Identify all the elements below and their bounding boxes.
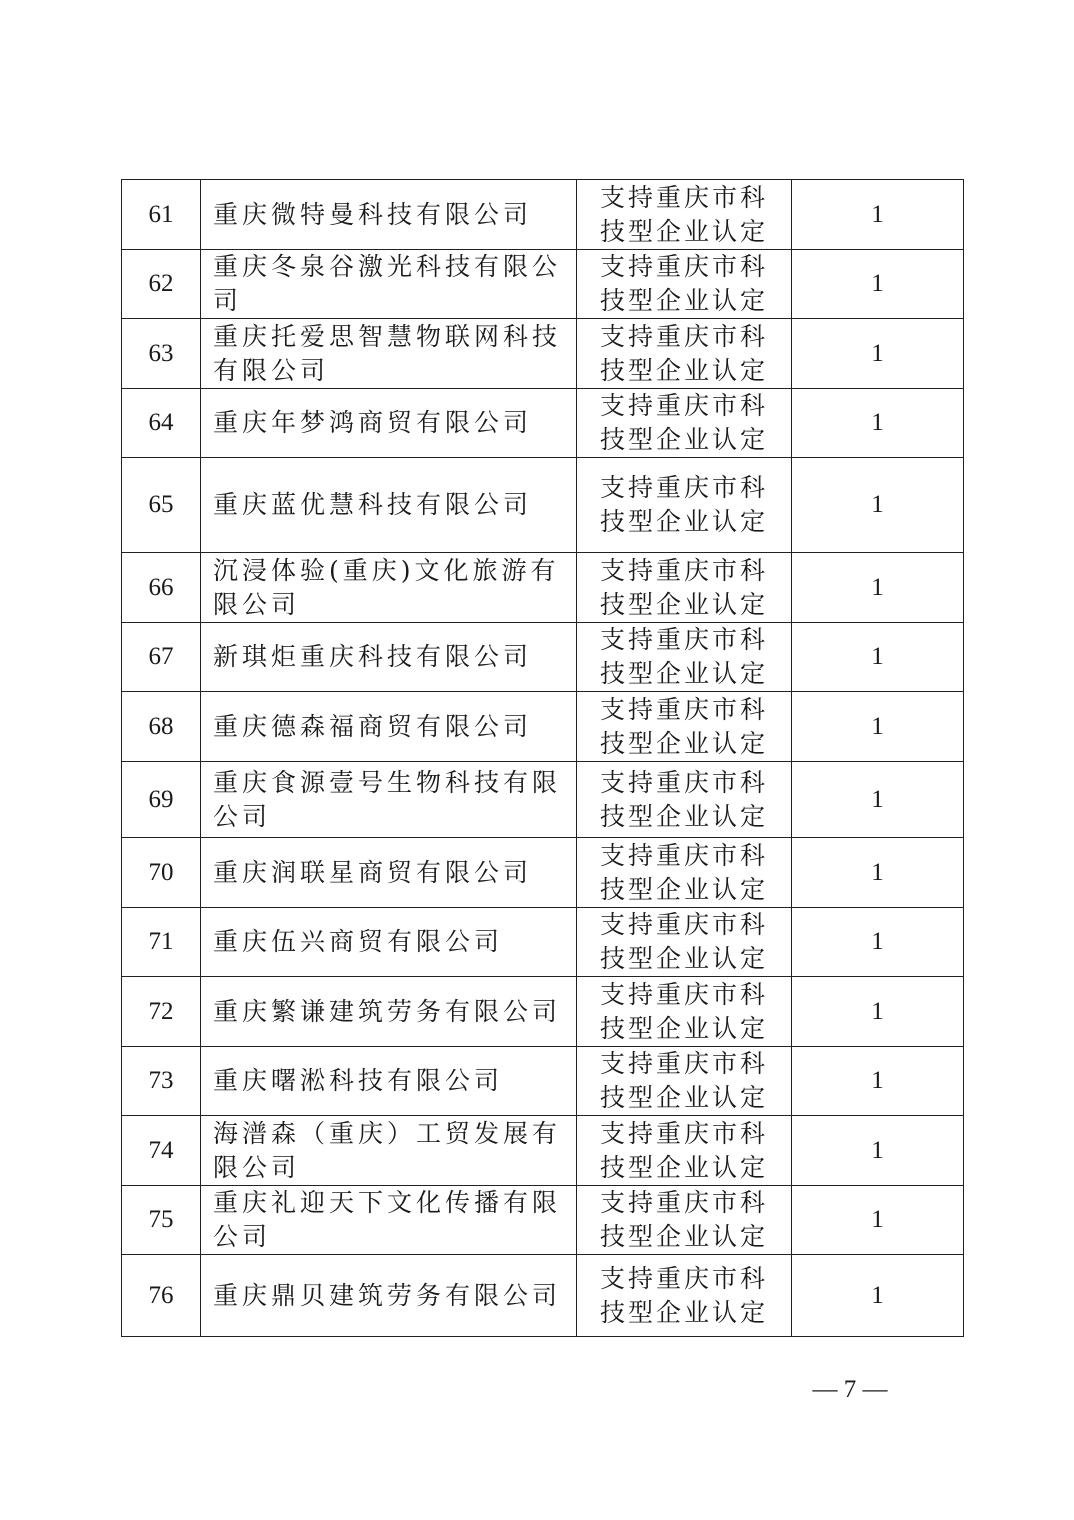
row-number: 68: [122, 692, 201, 762]
table-row: [122, 692, 964, 762]
count: 1: [792, 838, 964, 908]
table-row: [122, 762, 964, 838]
count: 1: [792, 977, 964, 1047]
company-name: 海潽森（重庆）工贸发展有限公司: [201, 1116, 577, 1186]
support-item-line1: 支持重庆市科: [599, 625, 768, 654]
enterprise-list-table: [121, 179, 964, 1337]
company-name: 重庆托爱思智慧物联网科技有限公司: [201, 319, 577, 389]
support-item-line2: 技型企业认定: [599, 944, 768, 973]
support-item-line1: 支持重庆市科: [599, 840, 768, 870]
support-item-line2: 技型企业认定: [599, 507, 768, 536]
page-number: — 7 —: [812, 1376, 888, 1403]
company-name: 重庆润联星商贸有限公司: [201, 838, 577, 908]
table-row: [122, 1255, 964, 1337]
company-name: 重庆曙淞科技有限公司: [201, 1047, 577, 1116]
row-number: 63: [122, 319, 201, 389]
support-item-line1: 支持重庆市科: [599, 555, 768, 585]
count: 1: [792, 1116, 964, 1186]
support-item-line1: 支持重庆市科: [599, 182, 768, 212]
table-row: [122, 553, 964, 623]
support-item-line1: 支持重庆市科: [599, 473, 768, 502]
support-item-line2: 技型企业认定: [599, 728, 768, 758]
company-name: 重庆德森福商贸有限公司: [201, 692, 577, 762]
count: 1: [792, 1047, 964, 1116]
row-number: 65: [122, 458, 201, 553]
support-item: [577, 762, 792, 838]
support-item: [577, 1047, 792, 1116]
table-row: [122, 180, 964, 250]
table-row: [122, 1116, 964, 1186]
support-item: [577, 908, 792, 977]
support-item-line1: 支持重庆市科: [599, 910, 768, 939]
row-number: 76: [122, 1255, 201, 1337]
company-name: 重庆蓝优慧科技有限公司: [201, 458, 577, 553]
support-item-line2: 技型企业认定: [599, 1013, 768, 1043]
support-item-line1: 支持重庆市科: [599, 321, 768, 351]
table-row: [122, 458, 964, 553]
count: 1: [792, 553, 964, 623]
support-item: [577, 1255, 792, 1337]
support-item-line2: 技型企业认定: [599, 216, 768, 246]
support-item: [577, 977, 792, 1047]
support-item-line2: 技型企业认定: [599, 1083, 768, 1112]
support-item: [577, 389, 792, 458]
support-item-line2: 技型企业认定: [599, 659, 768, 688]
company-name: 重庆伍兴商贸有限公司: [201, 908, 577, 977]
count: 1: [792, 180, 964, 250]
support-item-line2: 技型企业认定: [599, 874, 768, 904]
count: 1: [792, 623, 964, 692]
support-item-line2: 技型企业认定: [599, 1222, 768, 1251]
count: 1: [792, 1255, 964, 1337]
support-item: [577, 1116, 792, 1186]
table-row: [122, 1186, 964, 1255]
company-name: 重庆礼迎天下文化传播有限公司: [201, 1186, 577, 1255]
count: 1: [792, 692, 964, 762]
support-item: [577, 458, 792, 553]
row-number: 70: [122, 838, 201, 908]
table-row: [122, 977, 964, 1047]
support-item-line2: 技型企业认定: [599, 1297, 768, 1327]
row-number: 66: [122, 553, 201, 623]
table-row: [122, 908, 964, 977]
support-item-line2: 技型企业认定: [599, 801, 768, 831]
count: 1: [792, 250, 964, 319]
company-name: 重庆微特曼科技有限公司: [201, 180, 577, 250]
row-number: 71: [122, 908, 201, 977]
support-item-line2: 技型企业认定: [599, 1152, 768, 1182]
support-item-line1: 支持重庆市科: [599, 252, 768, 281]
table-row: [122, 1047, 964, 1116]
table-row: [122, 250, 964, 319]
count: 1: [792, 389, 964, 458]
support-item-line1: 支持重庆市科: [599, 391, 768, 420]
table-row: [122, 389, 964, 458]
row-number: 75: [122, 1186, 201, 1255]
count: 1: [792, 762, 964, 838]
row-number: 61: [122, 180, 201, 250]
support-item-line2: 技型企业认定: [599, 355, 768, 385]
support-item-line2: 技型企业认定: [599, 589, 768, 619]
row-number: 62: [122, 250, 201, 319]
support-item-line1: 支持重庆市科: [599, 979, 768, 1009]
count: 1: [792, 319, 964, 389]
company-name: 重庆鼎贝建筑劳务有限公司: [201, 1255, 577, 1337]
support-item-line1: 支持重庆市科: [599, 1118, 768, 1148]
support-item: [577, 838, 792, 908]
row-number: 69: [122, 762, 201, 838]
count: 1: [792, 1186, 964, 1255]
support-item-line2: 技型企业认定: [599, 425, 768, 454]
table-row: [122, 838, 964, 908]
support-item: [577, 553, 792, 623]
row-number: 73: [122, 1047, 201, 1116]
support-item-line1: 支持重庆市科: [599, 1188, 768, 1217]
support-item-line1: 支持重庆市科: [599, 1049, 768, 1078]
support-item: [577, 1186, 792, 1255]
company-name: 沉浸体验(重庆)文化旅游有限公司: [201, 553, 577, 623]
row-number: 67: [122, 623, 201, 692]
company-name: 重庆繁谦建筑劳务有限公司: [201, 977, 577, 1047]
support-item: [577, 180, 792, 250]
table-row: [122, 623, 964, 692]
count: 1: [792, 908, 964, 977]
support-item-line1: 支持重庆市科: [599, 694, 768, 724]
support-item: [577, 250, 792, 319]
table-row: [122, 319, 964, 389]
support-item-line2: 技型企业认定: [599, 286, 768, 315]
count: 1: [792, 458, 964, 553]
support-item: [577, 692, 792, 762]
company-name: 重庆年梦鸿商贸有限公司: [201, 389, 577, 458]
company-name: 重庆食源壹号生物科技有限公司: [201, 762, 577, 838]
row-number: 74: [122, 1116, 201, 1186]
table-body: [122, 180, 964, 1337]
row-number: 64: [122, 389, 201, 458]
support-item: [577, 319, 792, 389]
company-name: 重庆冬泉谷激光科技有限公司: [201, 250, 577, 319]
support-item: [577, 623, 792, 692]
support-item-line1: 支持重庆市科: [599, 1263, 768, 1293]
support-item-line1: 支持重庆市科: [599, 767, 768, 797]
company-name: 新琪炬重庆科技有限公司: [201, 623, 577, 692]
row-number: 72: [122, 977, 201, 1047]
